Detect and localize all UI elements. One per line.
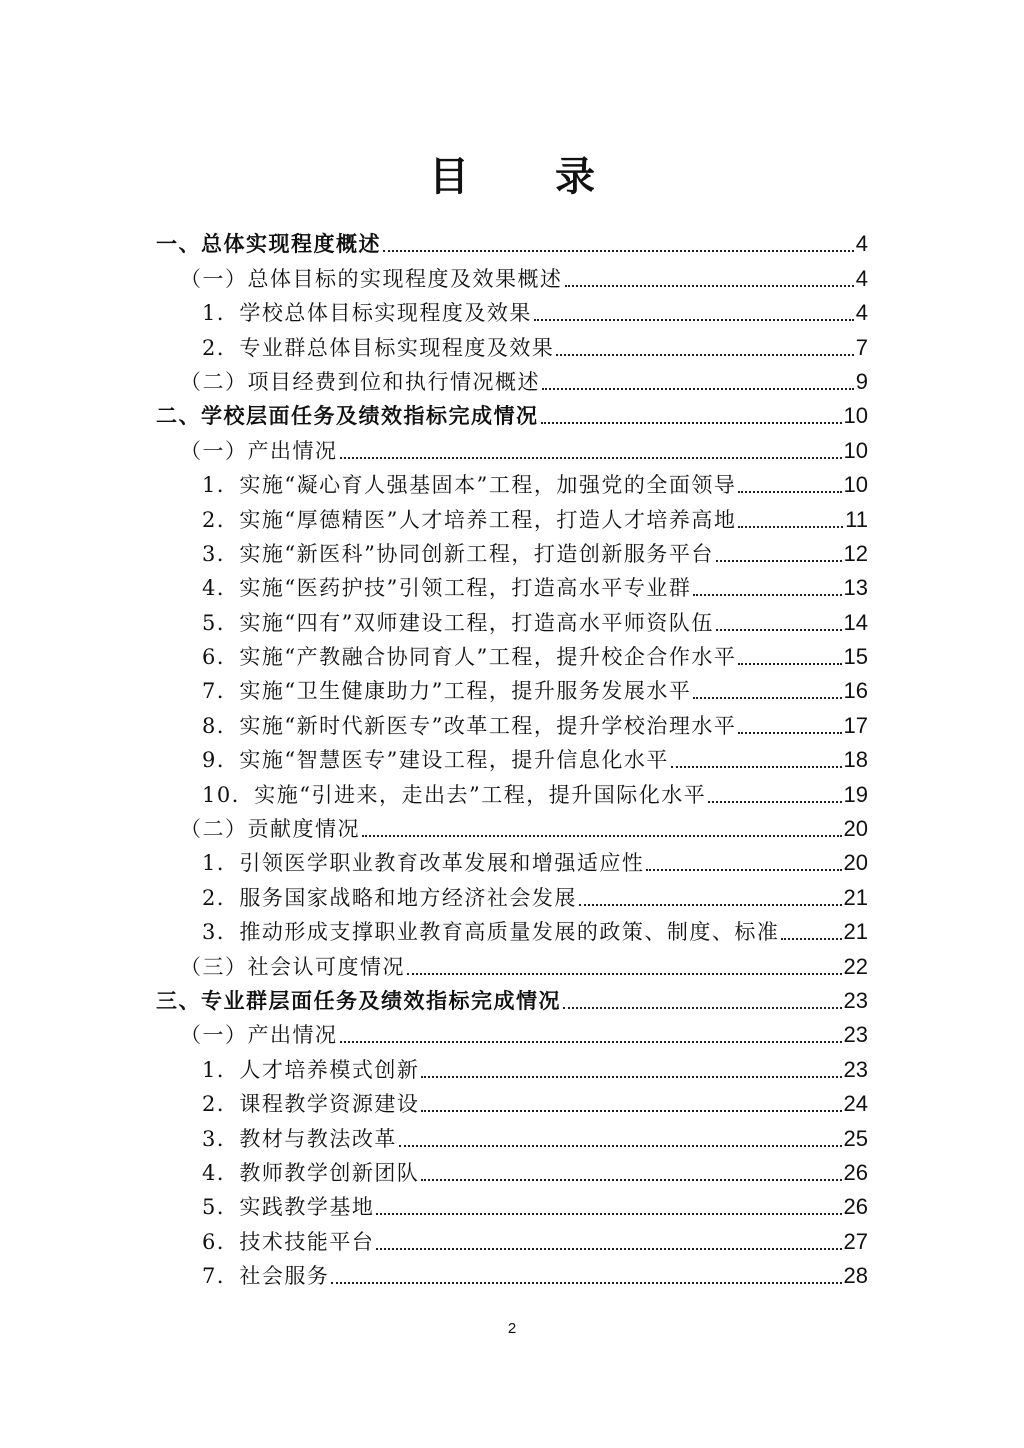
toc-entry-page: 24	[843, 1091, 868, 1117]
toc-entry[interactable]	[156, 1188, 868, 1222]
toc-entry-page: 22	[843, 953, 868, 979]
toc-entry-page: 26	[843, 1194, 868, 1220]
dot-leader	[738, 663, 841, 665]
page-number: 2	[507, 1320, 517, 1337]
dot-leader	[407, 973, 842, 975]
toc-entry[interactable]	[156, 1257, 868, 1291]
toc-entry-title: 三、专业群层面任务及绩效指标完成情况	[156, 988, 561, 1013]
toc-entry-title: 5．实践教学基地	[202, 1195, 375, 1220]
toc-entry-page: 4	[855, 300, 868, 326]
toc-entry-page: 23	[843, 987, 868, 1013]
toc-entry[interactable]	[156, 397, 868, 431]
toc-entry-page: 27	[843, 1228, 868, 1254]
toc-entry-page: 13	[843, 575, 868, 601]
toc-entry-page: 20	[843, 816, 868, 842]
toc-entry-title: （二）贡献度情况	[180, 817, 360, 842]
dot-leader	[340, 457, 842, 459]
toc-entry-page: 19	[843, 781, 868, 807]
toc-entry[interactable]	[156, 1119, 868, 1153]
toc-entry[interactable]	[156, 878, 868, 912]
toc-entry-title: 1．实施“凝心育人强基固本”工程，加强党的全面领导	[202, 473, 737, 498]
dot-leader	[556, 354, 853, 356]
dot-leader	[738, 732, 841, 734]
toc-entry-title: 1．学校总体目标实现程度及效果	[202, 301, 532, 326]
toc-entry[interactable]	[156, 1222, 868, 1256]
table-of-contents	[156, 225, 868, 1291]
toc-entry-page: 20	[843, 850, 868, 876]
toc-entry[interactable]	[156, 1050, 868, 1084]
toc-entry-page: 26	[843, 1159, 868, 1185]
toc-entry[interactable]	[156, 328, 868, 362]
toc-entry[interactable]	[156, 672, 868, 706]
toc-entry-page: 9	[855, 368, 868, 394]
dot-leader	[376, 1248, 841, 1250]
dot-leader	[716, 629, 842, 631]
toc-entry-title: 5．实施“四有”双师建设工程，打造高水平师资队伍	[202, 610, 714, 635]
dot-leader	[421, 1076, 841, 1078]
toc-entry-page: 4	[855, 265, 868, 291]
dot-leader	[781, 938, 841, 940]
dot-leader	[376, 1213, 841, 1215]
toc-entry-title: 4．教师教学创新团队	[202, 1160, 420, 1185]
dot-leader	[399, 1145, 842, 1147]
dot-leader	[646, 869, 841, 871]
toc-entry-title: 3．推动形成支撑职业教育高质量发展的政策、制度、标准	[202, 920, 780, 945]
toc-entry-title: 2．专业群总体目标实现程度及效果	[202, 335, 555, 360]
toc-entry-page: 23	[843, 1022, 868, 1048]
dot-leader	[331, 1282, 841, 1284]
toc-entry-page: 4	[855, 231, 868, 257]
toc-entry[interactable]	[156, 500, 868, 534]
dot-leader	[579, 904, 842, 906]
toc-entry[interactable]	[156, 259, 868, 293]
toc-entry[interactable]	[156, 982, 868, 1016]
toc-entry-title: 6．技术技能平台	[202, 1229, 375, 1254]
toc-entry-title: 7．社会服务	[202, 1264, 330, 1289]
toc-entry-page: 10	[843, 437, 868, 463]
toc-entry[interactable]	[156, 1085, 868, 1119]
dot-leader	[738, 526, 843, 528]
toc-entry[interactable]	[156, 844, 868, 878]
toc-entry-title: 3．教材与教法改革	[202, 1126, 397, 1151]
dot-leader	[362, 835, 842, 837]
toc-entry[interactable]	[156, 225, 868, 259]
toc-entry-page: 21	[843, 919, 868, 945]
toc-entry-page: 18	[843, 747, 868, 773]
toc-entry-title: （一）产出情况	[180, 438, 338, 463]
toc-entry-title: 二、学校层面任务及绩效指标完成情况	[156, 404, 539, 429]
toc-entry-page: 10	[843, 403, 868, 429]
dot-leader	[708, 801, 841, 803]
toc-entry-page: 16	[843, 678, 868, 704]
dot-leader	[340, 1041, 842, 1043]
toc-entry-title: 6．实施“产教融合协同育人”工程，提升校企合作水平	[202, 645, 737, 670]
dot-leader	[421, 1179, 841, 1181]
toc-entry[interactable]	[156, 363, 868, 397]
toc-entry[interactable]	[156, 1016, 868, 1050]
dot-leader	[693, 594, 841, 596]
toc-entry[interactable]	[156, 947, 868, 981]
toc-entry-title: （一）总体目标的实现程度及效果概述	[180, 266, 563, 291]
dot-leader	[563, 1007, 842, 1009]
toc-entry-title: 2．服务国家战略和地方经济社会发展	[202, 885, 577, 910]
toc-entry[interactable]	[156, 535, 868, 569]
dot-leader	[693, 697, 841, 699]
dot-leader	[565, 285, 854, 287]
toc-entry-page: 14	[843, 609, 868, 635]
toc-entry-title: 1．人才培养模式创新	[202, 1057, 420, 1082]
toc-entry[interactable]	[156, 706, 868, 740]
dot-leader	[421, 1110, 841, 1112]
dot-leader	[541, 422, 842, 424]
toc-entry[interactable]	[156, 294, 868, 328]
toc-entry-title: 2．实施“厚德精医”人才培养工程，打造人才培养高地	[202, 507, 737, 532]
toc-entry-page: 23	[843, 1056, 868, 1082]
dot-leader	[534, 319, 854, 321]
dot-leader	[383, 250, 854, 252]
toc-entry[interactable]	[156, 603, 868, 637]
dot-leader	[738, 491, 841, 493]
toc-entry[interactable]	[156, 913, 868, 947]
dot-leader	[716, 560, 842, 562]
toc-entry[interactable]	[156, 466, 868, 500]
toc-entry-page: 21	[843, 884, 868, 910]
toc-entry-title: 9．实施“智慧医专”建设工程，提升信息化水平	[202, 748, 669, 773]
toc-entry-page: 12	[843, 540, 868, 566]
toc-entry-title: 7．实施“卫生健康助力”工程，提升服务发展水平	[202, 679, 692, 704]
toc-entry[interactable]	[156, 775, 868, 809]
toc-entry-page: 17	[843, 712, 868, 738]
toc-entry-page: 11	[845, 506, 868, 532]
dot-leader	[542, 388, 854, 390]
toc-entry-page: 7	[855, 334, 868, 360]
toc-entry[interactable]	[156, 569, 868, 603]
toc-entry-title: （三）社会认可度情况	[180, 954, 405, 979]
toc-entry-title: 1．引领医学职业教育改革发展和增强适应性	[202, 851, 645, 876]
toc-entry[interactable]	[156, 810, 868, 844]
toc-entry-title: 一、总体实现程度概述	[156, 232, 381, 257]
toc-entry[interactable]	[156, 638, 868, 672]
toc-entry-title: （二）项目经费到位和执行情况概述	[180, 369, 540, 394]
toc-entry-title: （一）产出情况	[180, 1023, 338, 1048]
toc-entry-title: 8．实施“新时代新医专”改革工程，提升学校治理水平	[202, 713, 737, 738]
page-title: 目 录	[429, 153, 631, 200]
toc-entry-title: 10．实施“引进来，走出去”工程，提升国际化水平	[202, 782, 707, 807]
toc-entry[interactable]	[156, 1154, 868, 1188]
toc-entry-page: 10	[843, 472, 868, 498]
toc-entry-title: 2．课程教学资源建设	[202, 1092, 420, 1117]
toc-entry-page: 15	[843, 644, 868, 670]
toc-entry-title: 4．实施“医药护技”引领工程，打造高水平专业群	[202, 576, 692, 601]
toc-entry-page: 25	[843, 1125, 868, 1151]
dot-leader	[671, 766, 842, 768]
toc-entry-page: 28	[843, 1263, 868, 1289]
toc-entry[interactable]	[156, 431, 868, 465]
toc-entry[interactable]	[156, 741, 868, 775]
toc-entry-title: 3．实施“新医科”协同创新工程，打造创新服务平台	[202, 541, 714, 566]
